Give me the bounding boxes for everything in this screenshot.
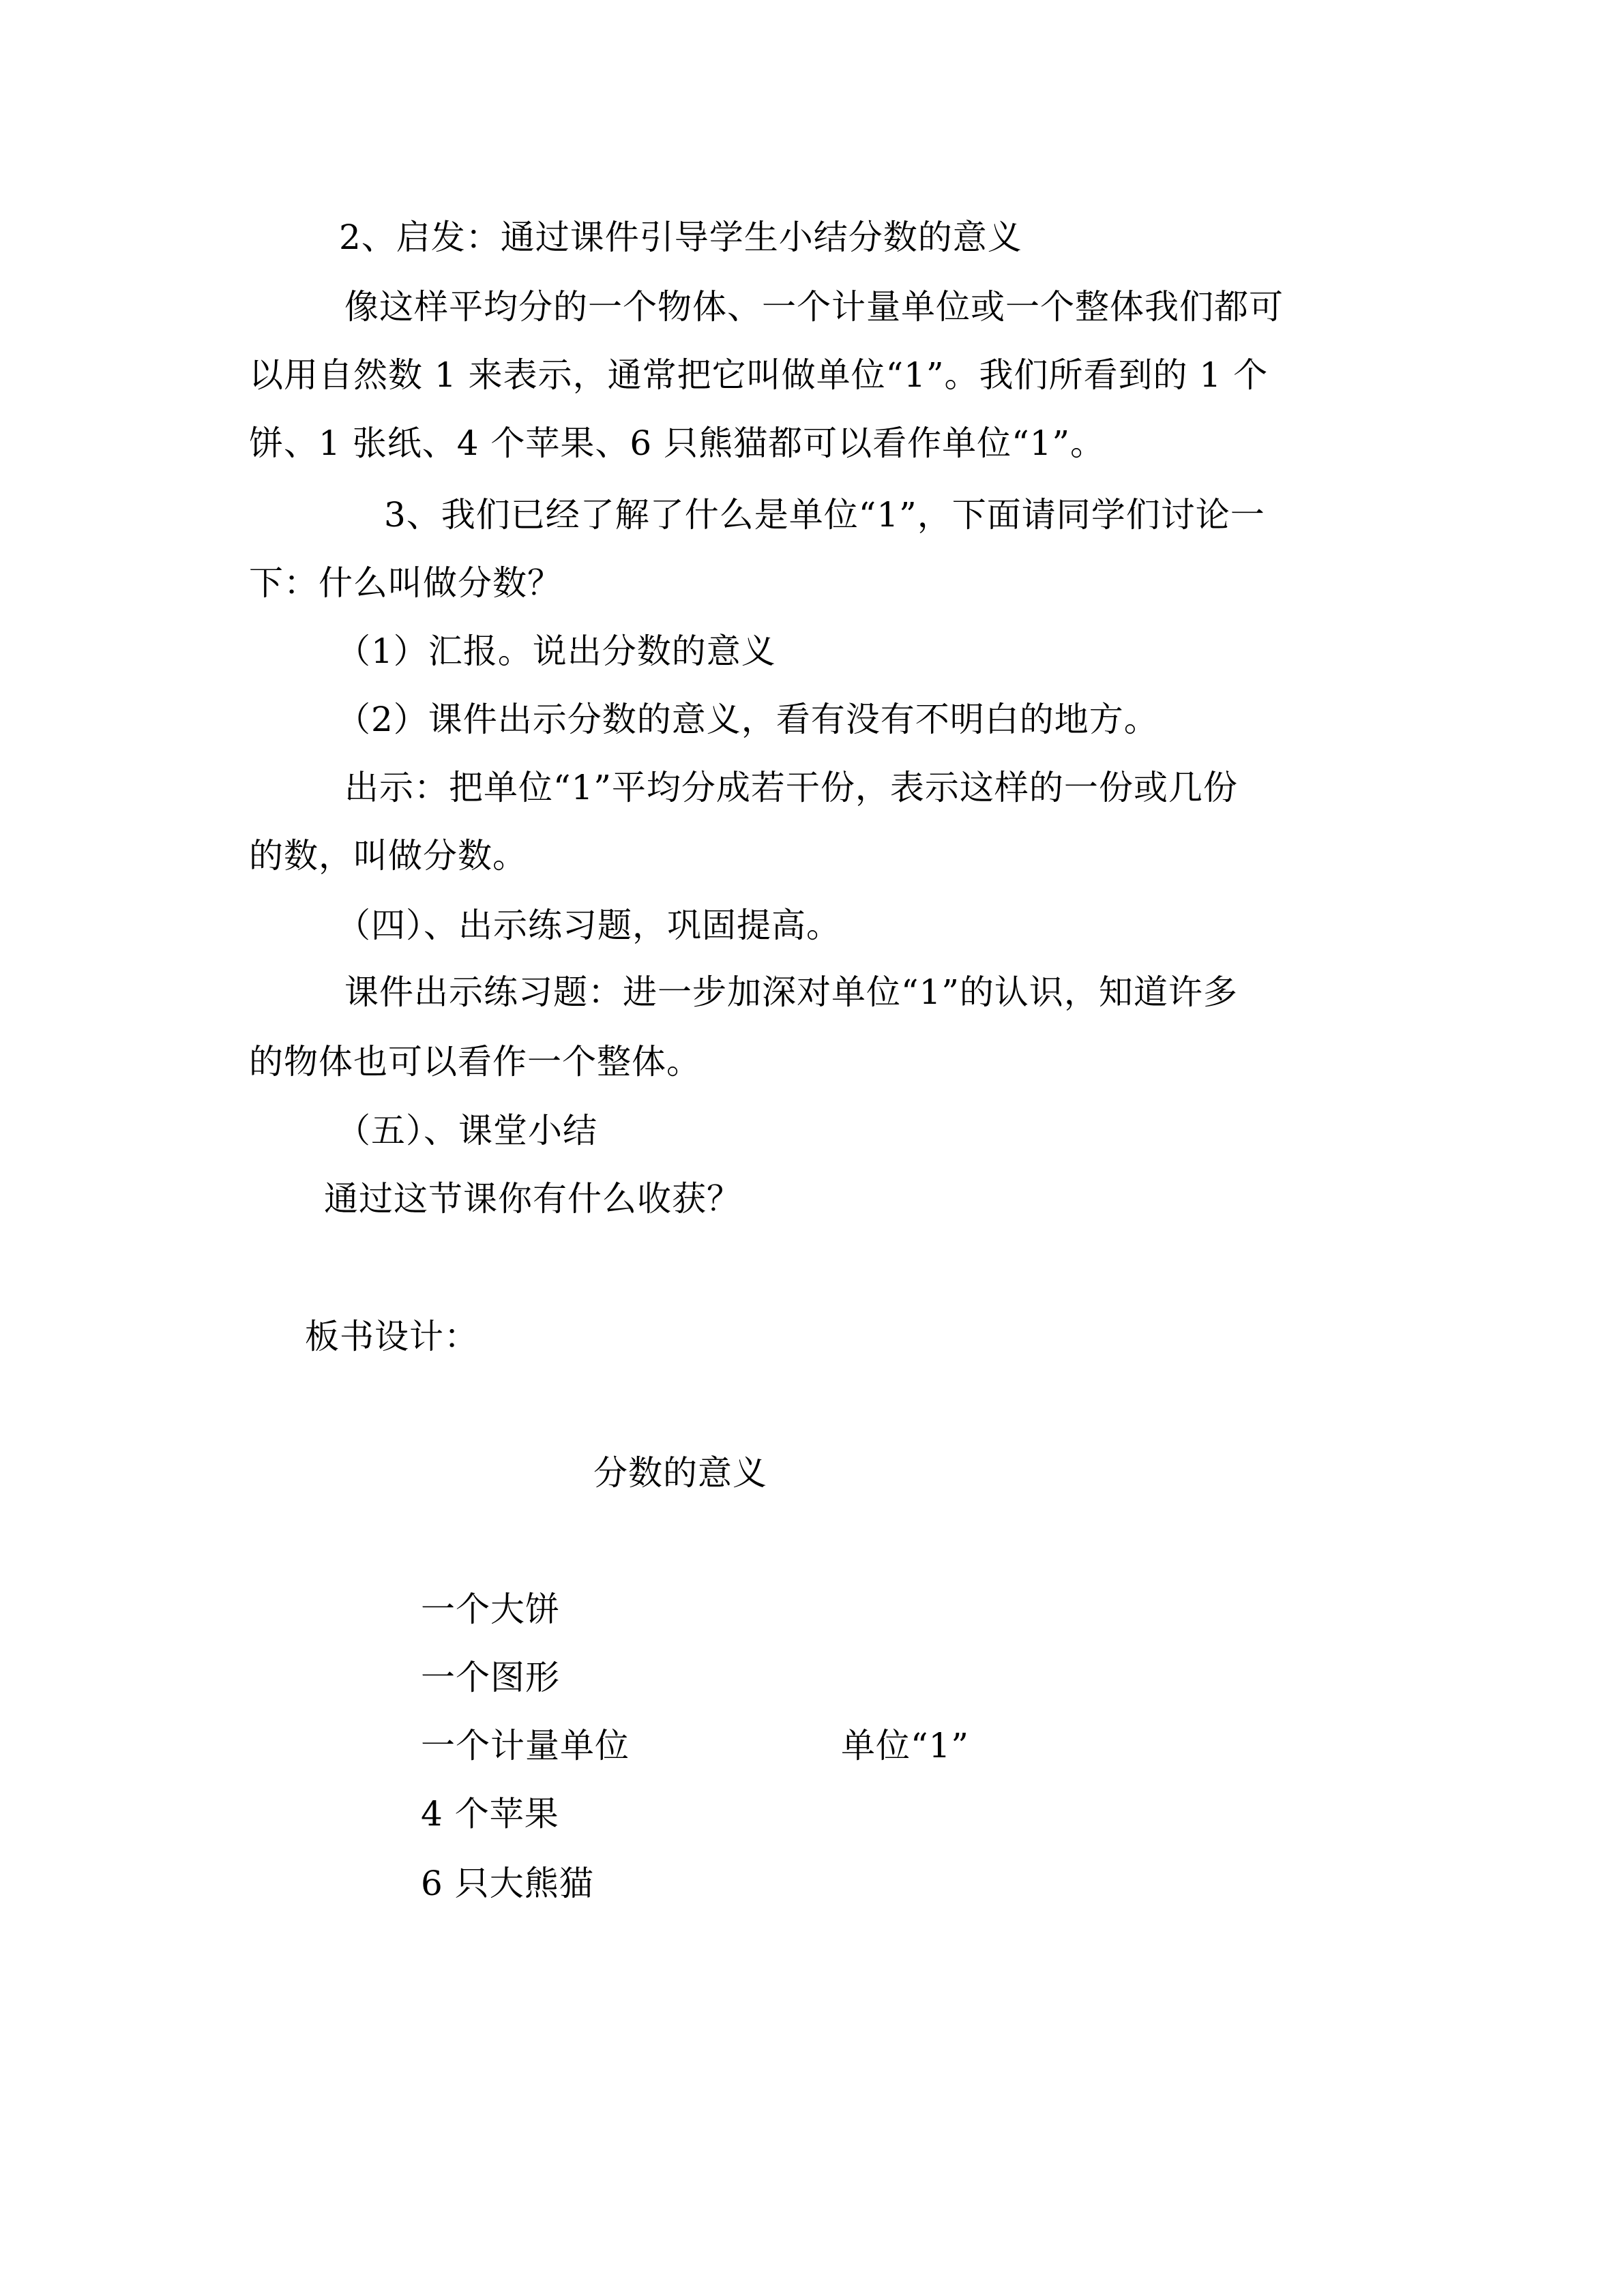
- list-item: （2）课件出示分数的意义，看有没有不明白的地方。: [336, 700, 1159, 739]
- board-item: 4 个苹果: [421, 1794, 559, 1834]
- paragraph-line: 饼、1 张纸、4 个苹果、6 只熊猫都可以看作单位“1”。: [249, 423, 1106, 463]
- board-title: 分数的意义: [593, 1453, 767, 1493]
- paragraph-line: 像这样平均分的一个物体、一个计量单位或一个整体我们都可: [344, 287, 1284, 327]
- paragraph-line: 的物体也可以看作一个整体。: [249, 1042, 701, 1082]
- board-item: 一个大饼: [421, 1590, 560, 1629]
- paragraph-heading-2: 2、启发：通过课件引导学生小结分数的意义: [339, 218, 1022, 257]
- board-design-label: 板书设计：: [305, 1317, 479, 1356]
- board-item: 一个计量单位: [421, 1726, 630, 1765]
- paragraph-line: 以用自然数 1 来表示，通常把它叫做单位“1”。我们所看到的 1 个: [249, 355, 1269, 395]
- paragraph-heading-3: 3、我们已经了解了什么是单位“1”，下面请同学们讨论一: [384, 495, 1265, 535]
- board-result: 单位“1”: [841, 1726, 969, 1765]
- paragraph-line: 出示：把单位“1”平均分成若干份，表示这样的一份或几份: [344, 768, 1238, 807]
- board-item: 6 只大熊猫: [421, 1864, 594, 1903]
- paragraph-line: 课件出示练习题：进一步加深对单位“1”的认识，知道许多: [344, 972, 1238, 1012]
- board-item: 一个图形: [421, 1658, 560, 1697]
- paragraph-line: 下：什么叫做分数？: [249, 563, 562, 603]
- list-item: （1）汇报。说出分数的意义: [336, 631, 776, 671]
- paragraph-line: 的数，叫做分数。: [249, 836, 527, 876]
- section-heading: （四）、出示练习题，巩固提高。: [336, 906, 841, 945]
- paragraph-line: 通过这节课你有什么收获？: [324, 1179, 741, 1219]
- section-heading: （五）、课堂小结: [336, 1111, 597, 1150]
